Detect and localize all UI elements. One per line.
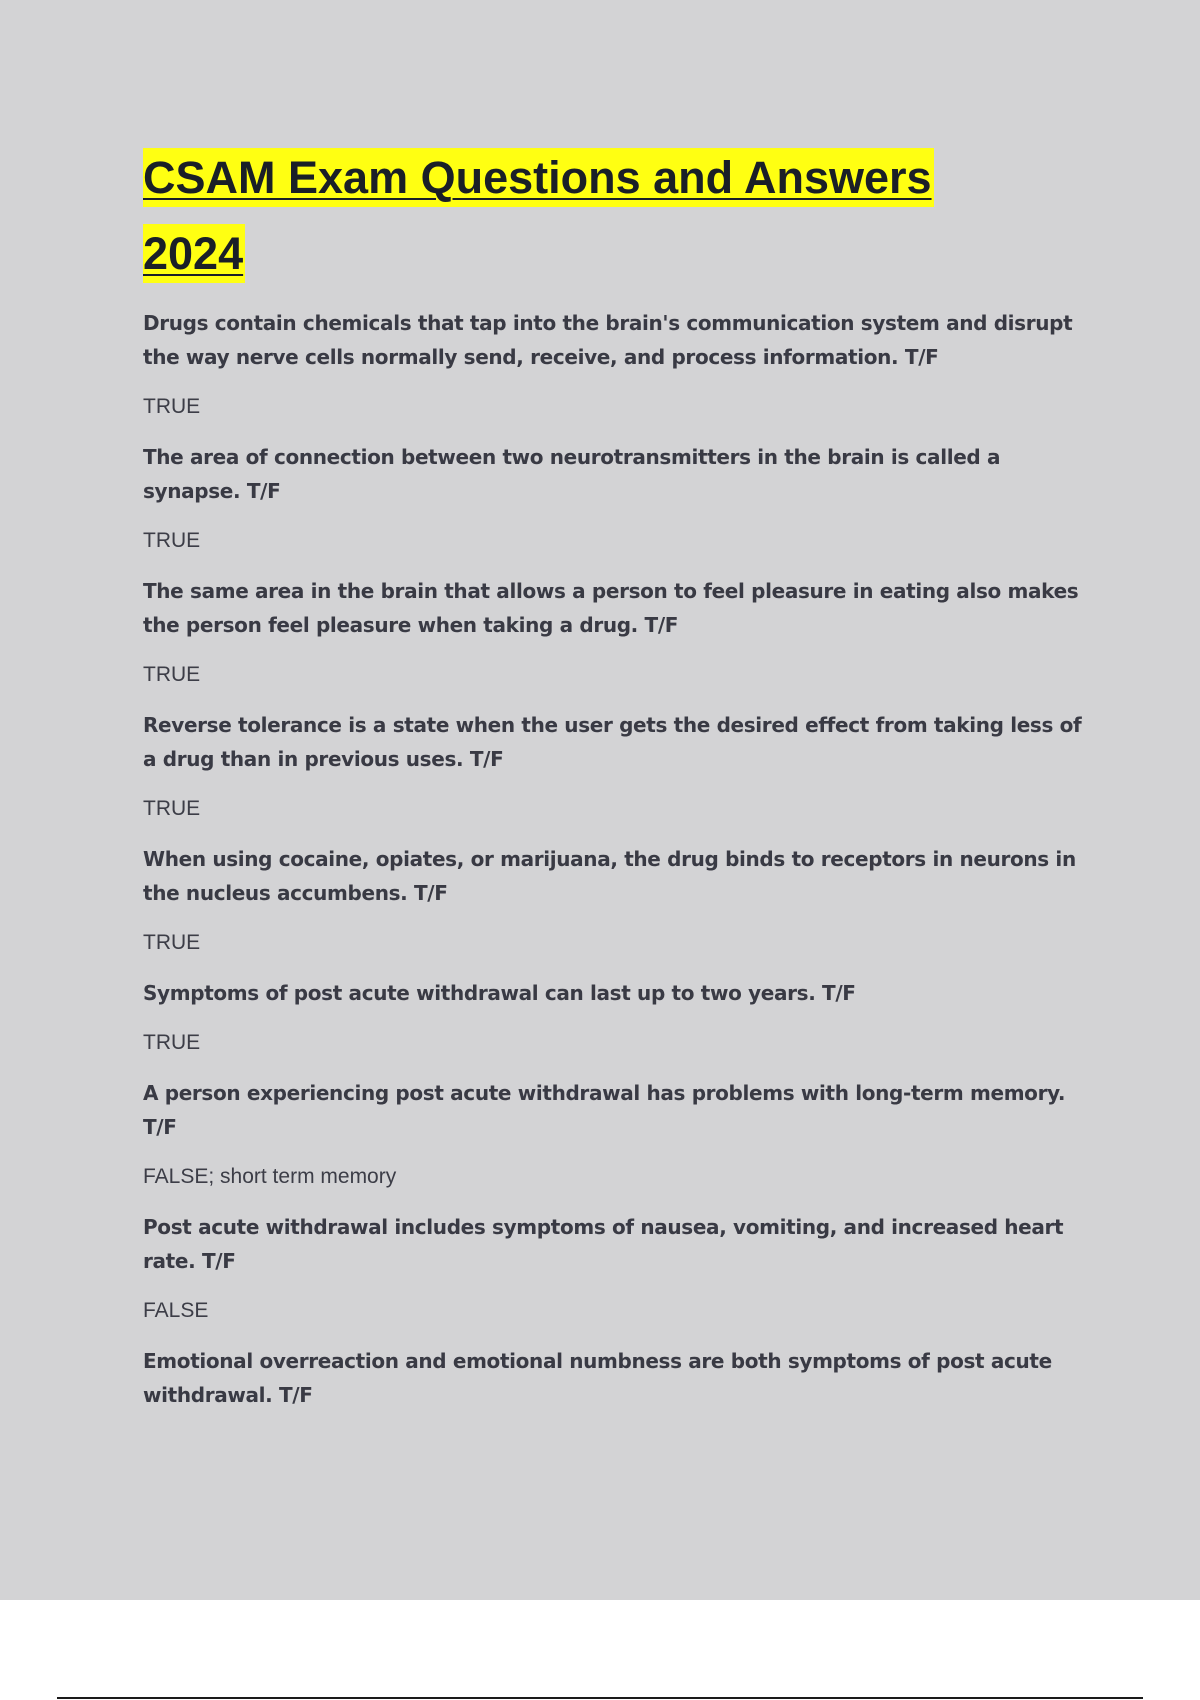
footer-divider: [57, 1697, 1143, 1699]
question-2: The area of connection between two neurotransmitters in the brain is called a synapse. T/F: [143, 445, 1001, 503]
question-6: Symptoms of post acute withdrawal can last up to two years. T/F: [143, 981, 856, 1005]
answer-7: FALSE; short term memory: [143, 1165, 397, 1188]
qa-item-5: [143, 842, 1093, 960]
answer-4: TRUE: [143, 797, 201, 820]
answer-2: TRUE: [143, 529, 201, 552]
question-9: Emotional overreaction and emotional numbness are both symptoms of post acute withdrawal. T/F: [143, 1349, 1052, 1407]
answer-3: TRUE: [143, 663, 201, 686]
question-4: Reverse tolerance is a state when the user gets the desired effect from taking less of a drug than in previous uses. T/F: [143, 713, 1082, 771]
qa-item-9: [143, 1344, 1093, 1412]
document-title: [143, 140, 1093, 292]
qa-item-8: [143, 1210, 1093, 1328]
title-line-1: CSAM Exam Questions and Answers: [143, 148, 934, 207]
answer-5: TRUE: [143, 931, 201, 954]
question-1: Drugs contain chemicals that tap into the brain's communication system and disrupt the way nerve cells normally send, receive, and process information. T/F: [143, 311, 1073, 369]
document-content: [143, 140, 1093, 1412]
title-line-2: 2024: [143, 224, 245, 283]
question-3: The same area in the brain that allows a person to feel pleasure in eating also makes the person feel pleasure when taking a drug. T/F: [143, 579, 1079, 637]
qa-item-2: [143, 440, 1093, 558]
qa-item-7: [143, 1076, 1093, 1194]
question-7: A person experiencing post acute withdrawal has problems with long-term memory. T/F: [143, 1081, 1066, 1139]
qa-item-1: [143, 306, 1093, 424]
question-8: Post acute withdrawal includes symptoms of nausea, vomiting, and increased heart rate. T/F: [143, 1215, 1064, 1273]
answer-1: TRUE: [143, 395, 201, 418]
question-5: When using cocaine, opiates, or marijuana, the drug binds to receptors in neurons in the nucleus accumbens. T/F: [143, 847, 1076, 905]
qa-item-6: [143, 976, 1093, 1060]
answer-8: FALSE: [143, 1299, 209, 1322]
qa-item-3: [143, 574, 1093, 692]
answer-6: TRUE: [143, 1031, 201, 1054]
qa-item-4: [143, 708, 1093, 826]
